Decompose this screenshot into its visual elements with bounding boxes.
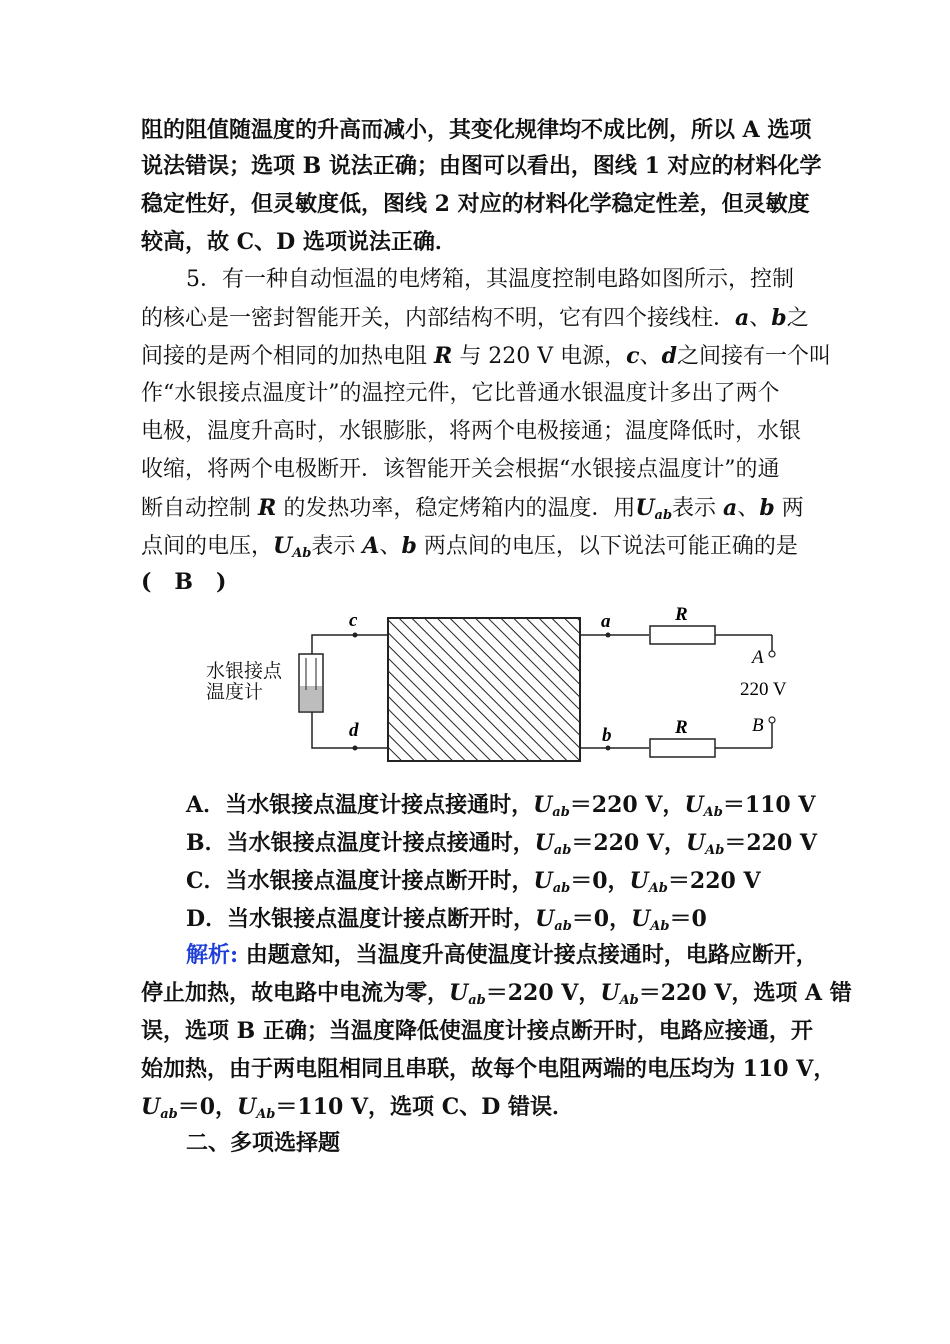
question-5-line: 电极，温度升高时，水银膨胀，将两个电极接通；温度降低时，水银 — [141, 419, 802, 444]
terminal-a-label: a — [601, 611, 611, 632]
analysis-line: 停止加热，故电路中电流为零，$U_{ab}=220$ V，$U_{Ab}=220$ V，选项 A 错 — [141, 980, 852, 1008]
option-a: A．当水银接点温度计接点接通时，$U_{ab}=220$ V，$U_{Ab}=110$ V — [186, 792, 816, 820]
option-d: D．当水银接点温度计接点断开时，$U_{ab}=0$，$U_{Ab}=0$ — [186, 906, 707, 934]
option-c: C．当水银接点温度计接点断开时，$U_{ab}=0$，$U_{Ab}=220$ V — [186, 868, 761, 896]
node-A-label: A — [752, 647, 764, 668]
question-5-line: 5．有一种自动恒温的电烤箱，其温度控制电路如图所示，控制 — [186, 267, 794, 292]
option-b: B．当水银接点温度计接点接通时，$U_{ab}=220$ V，$U_{Ab}=220$ V — [186, 830, 817, 858]
analysis-line: 误，选项 B 正确；当温度降低使温度计接点断开时，电路应接通，开 — [141, 1018, 813, 1044]
text-line: 较高，故 C、D 选项说法正确． — [141, 229, 457, 255]
circuit-diagram — [200, 598, 810, 768]
mercury-column — [300, 686, 322, 711]
answer-bracket: ( B ) — [141, 569, 227, 595]
terminal-c-dot — [353, 633, 358, 638]
question-5-line: 点间的电压，$U_{Ab}$表示 A、b 两点间的电压，以下说法可能正确的是 — [141, 533, 798, 561]
answer-choice: B — [174, 569, 194, 595]
question-5-line: 收缩，将两个电极断开．该智能开关会根据“水银接点温度计”的通 — [141, 457, 780, 482]
analysis-line: $U_{ab}=0$，$U_{Ab}=110$ V，选项 C、D 错误． — [141, 1094, 574, 1122]
analysis-line: 始加热，由于两电阻相同且串联，故每个电阻两端的电压均为 110 V， — [141, 1056, 836, 1082]
node-B-label: B — [752, 715, 764, 736]
terminal-d-dot — [353, 746, 358, 751]
question-5-line: 间接的是两个相同的加热电阻 R 与 220 V 电源，c、d之间接有一个叫 — [141, 343, 831, 369]
question-5-line: 断自动控制 R 的发热功率，稳定烤箱内的温度．用$U_{ab}$表示 a、b 两 — [141, 495, 804, 523]
voltage-label: 220 V — [740, 679, 787, 700]
node-B-terminal — [769, 717, 775, 723]
text-line: 稳定性好，但灵敏度低，图线 2 对应的材料化学稳定性差，但灵敏度 — [141, 191, 810, 217]
terminal-d-label: d — [349, 720, 359, 741]
analysis-line: 解析: 由题意知，当温度升高使温度计接点接通时，电路应断开， — [186, 942, 818, 968]
resistor-bottom — [650, 739, 715, 757]
thermometer-label: 温度计 — [206, 682, 264, 703]
analysis-label: 解析: — [186, 942, 239, 968]
question-5-line: 的核心是一密封智能开关，内部结构不明，它有四个接线柱．a、b之 — [141, 305, 809, 331]
thermometer-label: 水银接点 — [206, 661, 283, 682]
terminal-c-label: c — [349, 610, 358, 631]
resistor-top — [650, 626, 715, 644]
terminal-b-dot — [606, 746, 611, 751]
resistor-bottom-label: R — [675, 717, 688, 738]
smart-switch-box — [388, 618, 580, 761]
text-line: 说法错误；选项 B 说法正确；由图可以看出，图线 1 对应的材料化学 — [141, 153, 822, 179]
text-line: 阻的阻值随温度的升高而减小，其变化规律均不成比例，所以 A 选项 — [141, 117, 812, 143]
terminal-a-dot — [606, 633, 611, 638]
node-A-terminal — [769, 651, 775, 657]
terminal-b-label: b — [602, 725, 612, 746]
section-title: 二、多项选择题 — [186, 1130, 341, 1156]
resistor-top-label: R — [675, 604, 688, 625]
question-5-line: 作“水银接点温度计”的温控元件，它比普通水银温度计多出了两个 — [141, 381, 780, 406]
